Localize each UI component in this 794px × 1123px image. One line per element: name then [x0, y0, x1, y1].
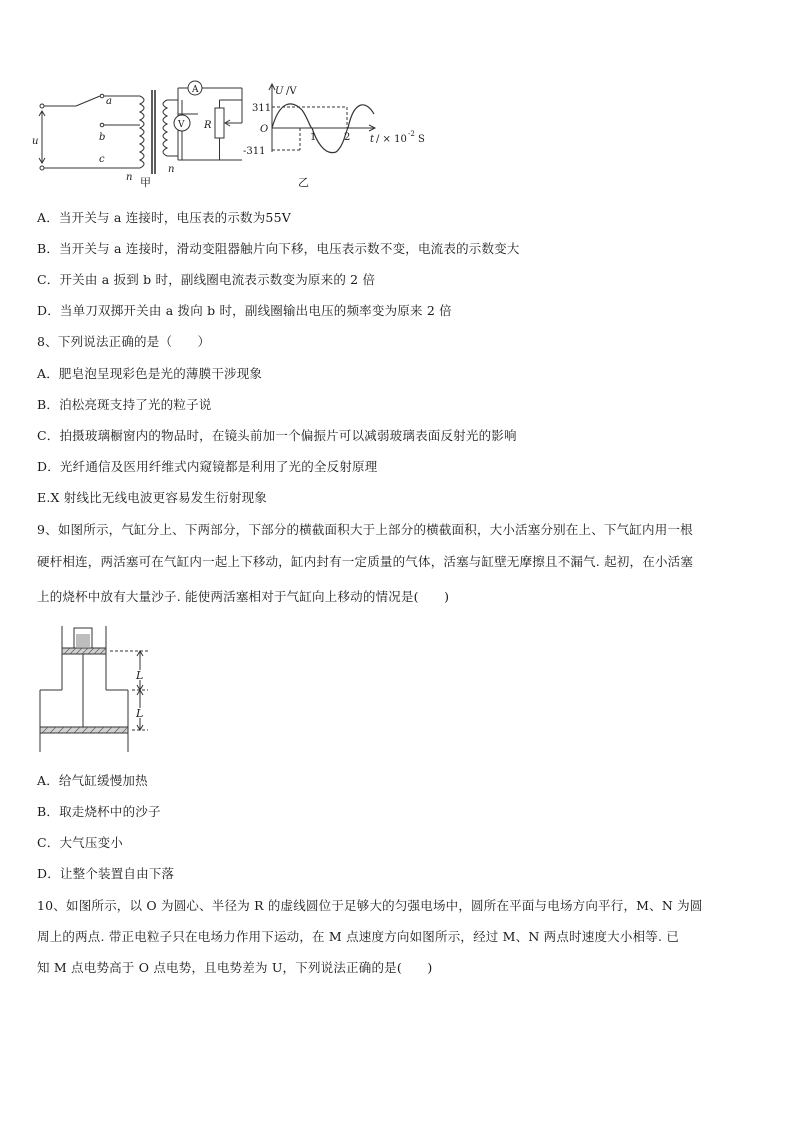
q8-option-a: A．肥皂泡呈现彩色是光的薄膜干涉现象 — [37, 366, 263, 381]
u1-label: u — [32, 136, 39, 147]
q9-stem-line1: 9、如图所示，气缸分上、下两部分，下部分的横截面积大于上部分的横截面积，大小活塞分别在上、下气缸内用一根 — [37, 522, 693, 537]
figure-jia-label: 甲 — [140, 176, 151, 189]
q7-option-d: D．当单刀双掷开关由 a 拨向 b 时，副线圈输出电压的频率变为原来 2 倍 — [37, 303, 452, 318]
graph-origin-label: O — [260, 124, 269, 135]
tap-b-label: b — [99, 132, 106, 143]
q9-option-a: A．给气缸缓慢加热 — [37, 773, 148, 788]
q9-stem-line2: 硬杆相连，两活塞可在气缸内一起上下移动，缸内封有一定质量的气体，活塞与缸壁无摩擦且不漏气. 起初，在小活塞 — [37, 554, 694, 569]
ammeter-label: A — [192, 85, 199, 95]
cylinder-figure — [36, 622, 166, 757]
n1-label: n — [126, 172, 133, 183]
q10-stem-line1: 10、如图所示，以 O 为圆心、半径为 R 的虚线圆位于足够大的匀强电场中，圆所在平面与电场方向平行，M、N 为圆 — [37, 898, 703, 913]
voltmeter-label: V — [178, 120, 185, 130]
graph-y-axis-unit: /V — [286, 86, 297, 97]
q8-stem: 8、下列说法正确的是（ ） — [37, 334, 211, 349]
q7-option-a: A．当开关与 a 连接时，电压表的示数为55V — [37, 210, 291, 225]
graph-x-axis-s: S — [418, 134, 425, 145]
graph-neg311-label: -311 — [243, 146, 266, 157]
graph-x-axis-unit: / × 10 — [376, 134, 407, 145]
graph-x-axis-label: t — [370, 134, 375, 145]
q10-stem-line2: 周上的两点. 带正电粒子只在电场力作用下运动，在 M 点速度方向如图所示，经过 M、N 两点时速度大小相等. 已 — [37, 929, 680, 944]
q9-option-c: C．大气压变小 — [37, 835, 123, 850]
q8-option-e: E.X 射线比无线电波更容易发生衍射现象 — [37, 490, 267, 505]
graph-311-label: 311 — [252, 103, 272, 114]
graph-x-axis-exponent: -2 — [408, 130, 415, 138]
q9-stem-line3: 上的烧杯中放有大量沙子. 能使两活塞相对于气缸向上移动的情况是( ) — [37, 589, 450, 604]
dimension-l-lower: L — [136, 707, 144, 720]
q9-option-b: B．取走烧杯中的沙子 — [37, 804, 161, 819]
n2-label: n — [168, 164, 175, 175]
graph-tick-1: 1 — [310, 132, 317, 143]
graph-tick-2: 2 — [344, 132, 351, 143]
tap-c-label: c — [99, 154, 105, 165]
q8-option-c: C．拍摄玻璃橱窗内的物品时，在镜头前加一个偏振片可以减弱玻璃表面反射光的影响 — [37, 428, 517, 443]
resistor-label: R — [204, 120, 212, 131]
q8-option-b: B．泊松亮斑支持了光的粒子说 — [37, 397, 212, 412]
figure-yi-label: 乙 — [298, 176, 309, 189]
q9-option-d: D．让整个装置自由下落 — [37, 866, 175, 881]
q8-option-d: D．光纤通信及医用纤维式内窥镜都是利用了光的全反射原理 — [37, 459, 378, 474]
q7-option-b: B．当开关与 a 连接时，滑动变阻器触片向下移，电压表示数不变，电流表的示数变大 — [37, 241, 520, 256]
graph-y-axis-label: U — [275, 86, 284, 97]
q10-stem-line3: 知 M 点电势高于 O 点电势，且电势差为 U，下列说法正确的是( ) — [37, 960, 433, 975]
q7-option-c: C．开关由 a 扳到 b 时，副线圈电流表示数变为原来的 2 倍 — [37, 272, 376, 287]
dimension-l-upper: L — [136, 669, 144, 682]
transformer-figure — [30, 80, 430, 195]
tap-a-label: a — [106, 96, 112, 107]
